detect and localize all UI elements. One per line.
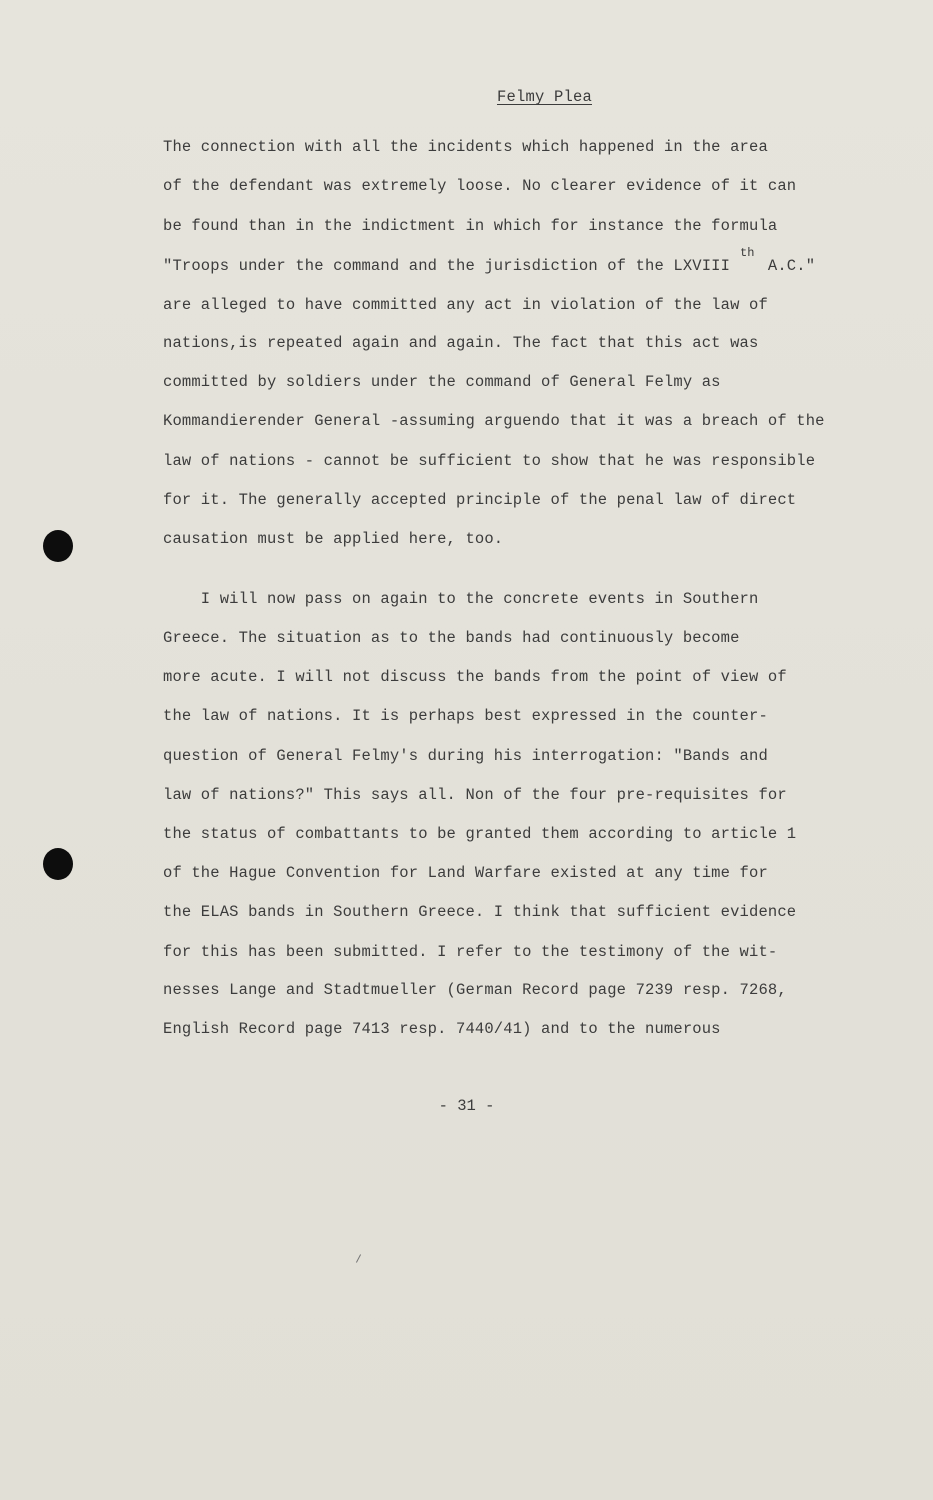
text-line: committed by soldiers under the command of General Felmy as	[163, 373, 721, 391]
text-line: English Record page 7413 resp. 7440/41) and to the numerous	[163, 1020, 721, 1038]
text-line: the law of nations. It is perhaps best expressed in the counter-	[163, 707, 768, 725]
text-line: of the Hague Convention for Land Warfare existed at any time for	[163, 864, 768, 882]
text-line: question of General Felmy's during his interrogation: "Bands and	[163, 747, 768, 765]
text-line: law of nations?" This says all. Non of the four pre-requisites for	[163, 786, 787, 804]
page-number: - 31 -	[438, 1097, 495, 1115]
text-line: for this has been submitted. I refer to the testimony of the wit-	[163, 943, 778, 961]
text-line: nations,is repeated again and again. The fact that this act was	[163, 334, 759, 352]
text-line: the status of combattants to be granted them according to article 1	[163, 825, 797, 843]
punch-hole-top	[43, 530, 73, 562]
text-line: law of nations - cannot be sufficient to show that he was responsible	[163, 452, 816, 470]
text-line: nesses Lange and Stadtmueller (German Record page 7239 resp. 7268,	[163, 981, 787, 999]
text-line: Greece. The situation as to the bands had continuously become	[163, 629, 740, 647]
punch-hole-bottom	[43, 848, 73, 880]
text-line: are alleged to have committed any act in violation of the law of	[163, 296, 768, 314]
text-line: the ELAS bands in Southern Greece. I think that sufficient evidence	[163, 903, 797, 921]
text-line: "Troops under the command and the jurisdiction of the LXVIII A.C."	[163, 257, 816, 275]
ordinal-superscript: th	[740, 246, 755, 260]
document-title: Felmy Plea	[496, 88, 592, 106]
text-line: Kommandierender General -assuming arguendo that it was a breach of the	[163, 412, 825, 430]
stray-pen-mark	[356, 1254, 361, 1262]
text-line: more acute. I will not discuss the bands from the point of view of	[163, 668, 787, 686]
document-header	[0, 88, 933, 106]
text-line: causation must be applied here, too.	[163, 530, 504, 548]
text-line: of the defendant was extremely loose. No clearer evidence of it can	[163, 177, 797, 195]
text-line: for it. The generally accepted principle of the penal law of direct	[163, 491, 797, 509]
text-line: be found than in the indictment in which for instance the formula	[163, 217, 778, 235]
text-line: The connection with all the incidents which happened in the area	[163, 138, 768, 156]
text-line: I will now pass on again to the concrete events in Southern	[163, 590, 759, 608]
